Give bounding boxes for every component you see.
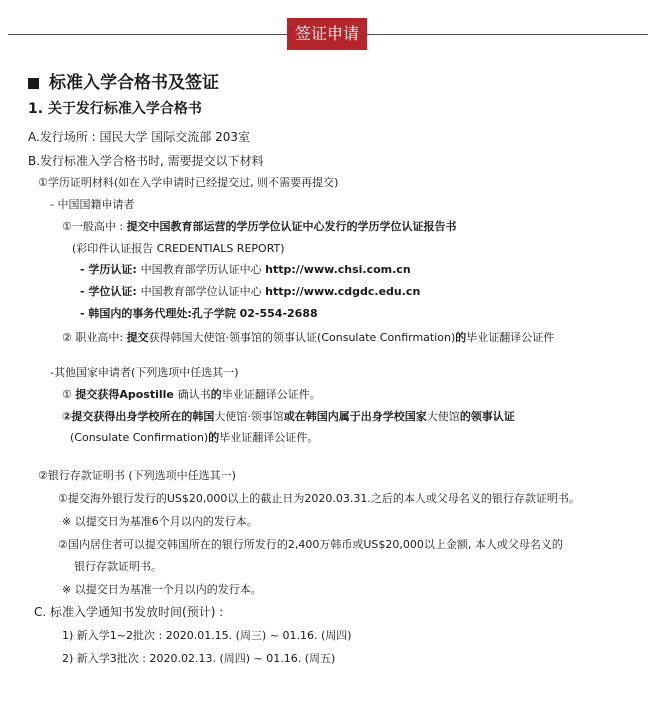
schedule-row-1: 1) 新入学1~2批次 : 2020.01.15. (周三) ~ 01.16. (周四) [62, 629, 352, 642]
black-square-icon [28, 78, 39, 89]
notice-schedule-heading: C. 标准入学通知书发放时间(预计) : [34, 605, 224, 619]
consulate-line-2: (Consulate Confirmation)的毕业证翻译公证件。 [70, 431, 319, 444]
domestic-bank-line-2: 银行存款证明书。 [74, 560, 162, 573]
confucius-institute-line: - 韩国内的事务代理处:孔子学院 02-554-2688 [80, 307, 318, 320]
domestic-bank-line-1: ②国内居住者可以提交韩国所在的银行所发行的2,400万韩币或US$20,000以上金额, 本人或父母名义的 [58, 538, 563, 551]
consulate-line-1: ②提交获得出身学校所在的韩国大使馆·领事馆或在韩国内属于出身学校国家大使馆的领事认证 [62, 410, 515, 423]
academic-cert-line: - 学位认证: 中国教育部学位认证中心 http://www.cdgdc.edu.cn [80, 285, 421, 298]
general-highschool-line: ①一般高中 : 提交中国教育部运营的学历学位认证中心发行的学历学位认证报告书 [62, 220, 457, 233]
issuing-place: A.发行场所 : 国民大学 国际交流部 203室 [28, 130, 251, 144]
apostille-line: ① 提交获得Apostille 确认书的毕业证翻译公证件。 [62, 388, 321, 401]
bank-statement-item: ②银行存款证明书 (下列选项中任选其一) [38, 469, 236, 482]
domestic-bank-note: ※ 以提交日为基准一个月以内的发行本。 [62, 583, 262, 596]
schedule-row-2: 2) 新入学3批次 : 2020.02.13. (周四) ~ 01.16. (周五) [62, 652, 336, 665]
degree-cert-line: - 学历认证: 中国教育部学历认证中心 http://www.chsi.com.cn [80, 263, 411, 276]
overseas-bank-note: ※ 以提交日为基准6个月以内的发行本。 [62, 515, 258, 528]
chinese-applicant-label: - 中国国籍申请者 [50, 198, 135, 211]
credentials-report-note: (彩印件认证报告 CREDENTIALS REPORT) [72, 242, 285, 255]
education-proof-item: ①学历证明材料(如在入学申请时已经提交过, 则不需要再提交) [38, 176, 339, 189]
required-materials: B.发行标准入学合格书时, 需要提交以下材料 [28, 154, 264, 168]
chsi-link[interactable]: http://www.chsi.com.cn [265, 263, 411, 276]
overseas-bank-line: ①提交海外银行发行的US$20,000以上的截止日为2020.03.31.之后的本人或父母名义的银行存款证明书。 [58, 492, 580, 505]
page-banner-title: 签证申请 [287, 18, 367, 50]
other-applicant-label: -其他国家申请者(下列选项中任选其一) [50, 366, 239, 379]
cdgdc-link[interactable]: http://www.cdgdc.edu.cn [265, 285, 421, 298]
subsection-heading: 1. 关于发行标准入学合格书 [28, 101, 202, 117]
section-heading: 标准入学合格书及签证 [28, 68, 219, 93]
vocational-highschool-line: ② 职业高中: 提交获得韩国大使馆·领事馆的领事认证(Consulate Confirmation)的毕业证翻译公证件 [62, 331, 555, 344]
